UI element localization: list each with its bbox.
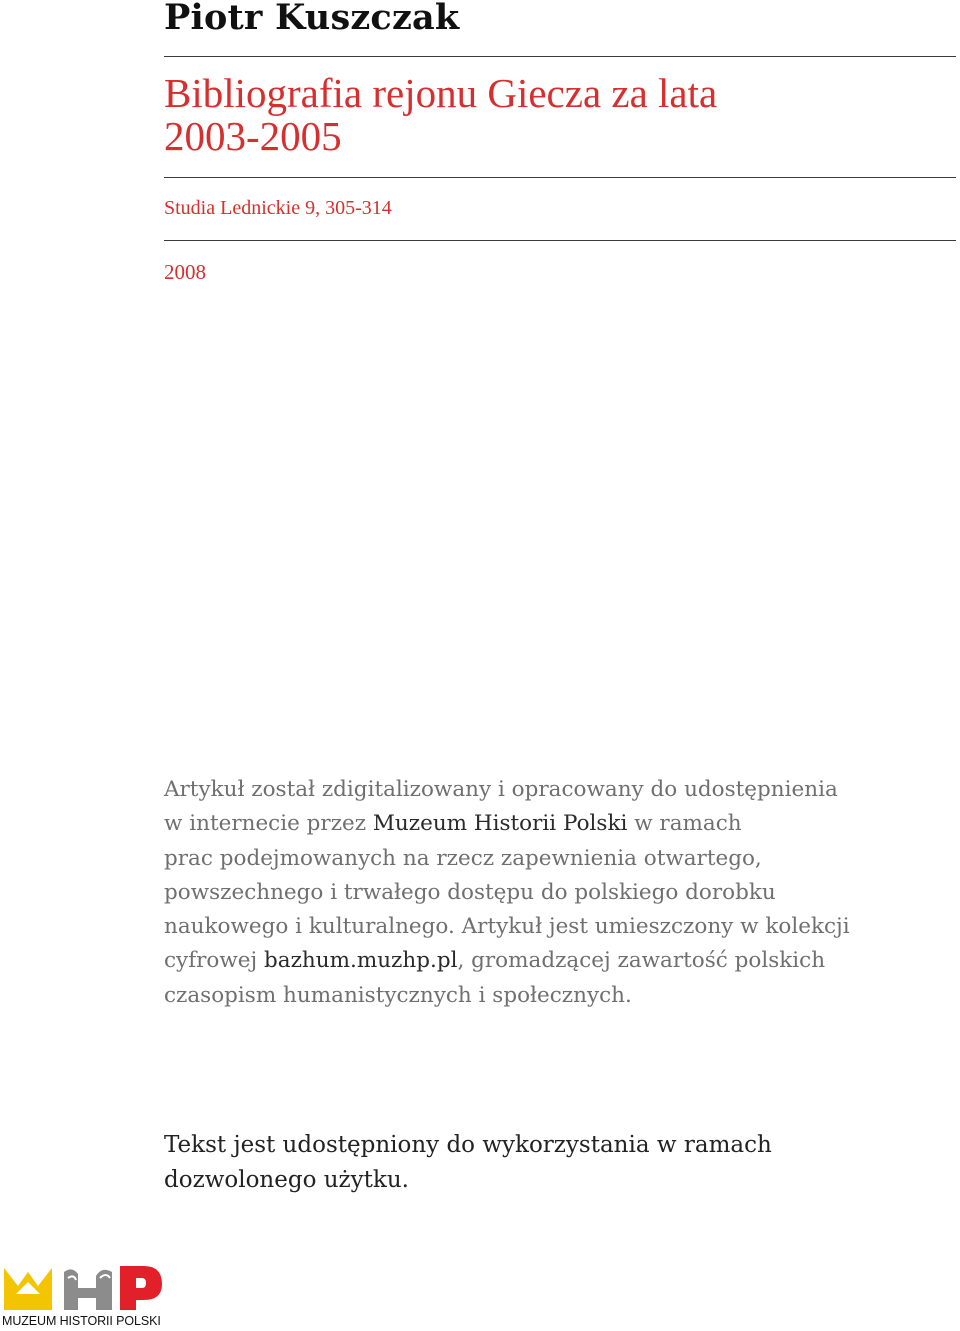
license-note-line: Tekst jest udostępniony do wykorzystania w ramach — [164, 1132, 772, 1158]
license-note — [164, 1128, 944, 1197]
museum-logo — [0, 1262, 170, 1331]
digitization-note-line — [164, 807, 944, 841]
collection-link[interactable]: bazhum.muzhp.pl — [264, 948, 458, 974]
museum-logo-text: MUZEUM HISTORII POLSKI — [2, 1314, 161, 1328]
note-text: w ramach — [627, 811, 742, 837]
digitization-note-line — [164, 944, 944, 978]
divider-title — [164, 177, 956, 178]
note-text: w internecie przez — [164, 811, 373, 837]
publication-year: 2008 — [164, 260, 206, 284]
article-title — [164, 72, 924, 158]
license-note-line: dozwolonego użytku. — [164, 1166, 409, 1193]
note-text: , gromadzącej zawartość polskich — [457, 948, 826, 974]
digitization-note-line: czasopism humanistycznych i społecznych. — [164, 982, 632, 1008]
source-citation: Studia Lednickie 9, 305-314 — [164, 197, 392, 219]
author-name: Piotr Kuszczak — [164, 0, 460, 38]
article-title-line-1: Bibliografia rejonu Giecza za lata — [164, 70, 718, 116]
divider-source — [164, 240, 956, 241]
digitization-note-line: powszechnego i trwałego dostępu do polskiego dorobku — [164, 879, 776, 905]
divider-top — [164, 56, 956, 57]
museum-name: Muzeum Historii Polski — [372, 811, 628, 837]
museum-logo-icon — [4, 1264, 164, 1312]
digitization-note-line: prac podejmowanych na rzecz zapewnienia otwartego, — [164, 845, 762, 871]
note-text: cyfrowej — [164, 948, 264, 974]
digitization-note-line: Artykuł został zdigitalizowany i opracowany do udostępnienia — [164, 777, 838, 802]
digitization-note — [164, 773, 944, 1013]
article-title-line-2: 2003-2005 — [164, 113, 342, 159]
digitization-note-line: naukowego i kulturalnego. Artykuł jest umieszczony w kolekcji — [164, 914, 850, 940]
